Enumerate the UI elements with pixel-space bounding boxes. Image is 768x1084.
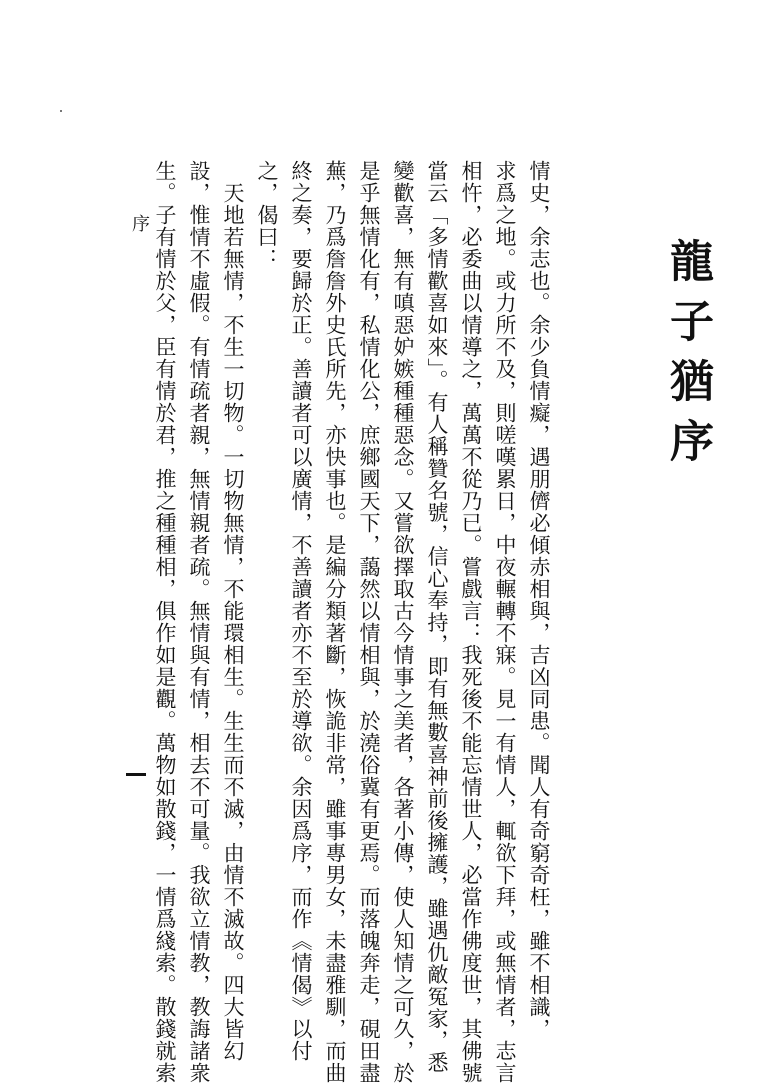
scan-speck — [60, 110, 62, 112]
text-column: 生。子有情於父，臣有情於君，推之種種相，俱作如是觀。萬物如散錢，一情爲綫索。散錢就索 — [153, 160, 177, 1084]
text-column: 情史，余志也。余少負情癡，遇朋儕必傾赤相與，吉凶同患。聞人有奇窮奇枉，雖不相識， — [527, 160, 551, 1040]
page-number — [126, 773, 146, 776]
text-column: 是乎無情化有，私情化公，庶鄉國天下，藹然以情相與，於澆俗冀有更焉。而落魄奔走，硯田盡 — [357, 160, 381, 1084]
text-column: 變歡喜，無有嗔惡妒嫉種種惡念。又嘗欲擇取古今情事之美者，各著小傳，使人知情之可久，於 — [391, 160, 415, 1084]
text-column: 當云「多情歡喜如來」。有人稱贊名號，信心奉持，即有無數喜神前後擁護，雖遇仇敵冤家，悉 — [425, 160, 449, 1074]
section-label: 序 — [129, 214, 150, 232]
preface-body — [153, 160, 556, 1084]
text-column: 求爲之地。或力所不及，則嗟嘆累日，中夜輾轉不寐。見一有情人，輒欲下拜，或無情者，志言 — [493, 160, 517, 1084]
text-column: 相忤，必委曲以情導之，萬萬不從乃已。嘗戲言：我死後不能忘情世人，必當作佛度世，其佛號 — [459, 160, 483, 1084]
text-column: 設，惟情不虛假。有情疏者親，無情親者疏。無情與有情，相去不可量。我欲立情教，教誨諸衆 — [187, 160, 211, 1084]
page-title: 龍子猶序 — [662, 238, 713, 478]
text-column: 之，偈曰： — [255, 160, 279, 270]
text-column: 蕪，乃爲詹詹外史氏所先，亦快事也。是編分類著斷，恢詭非常，雖事專男女，未盡雅馴，而曲 — [323, 160, 347, 1084]
text-column: 終之奏，要歸於正。善讀者可以廣情，不善讀者亦不至於導欲。余因爲序，而作《情偈》以付 — [289, 160, 313, 1062]
text-column: 天地若無情，不生一切物。一切物無情，不能環相生。生生而不滅，由情不滅故。四大皆幻 — [221, 160, 245, 1062]
